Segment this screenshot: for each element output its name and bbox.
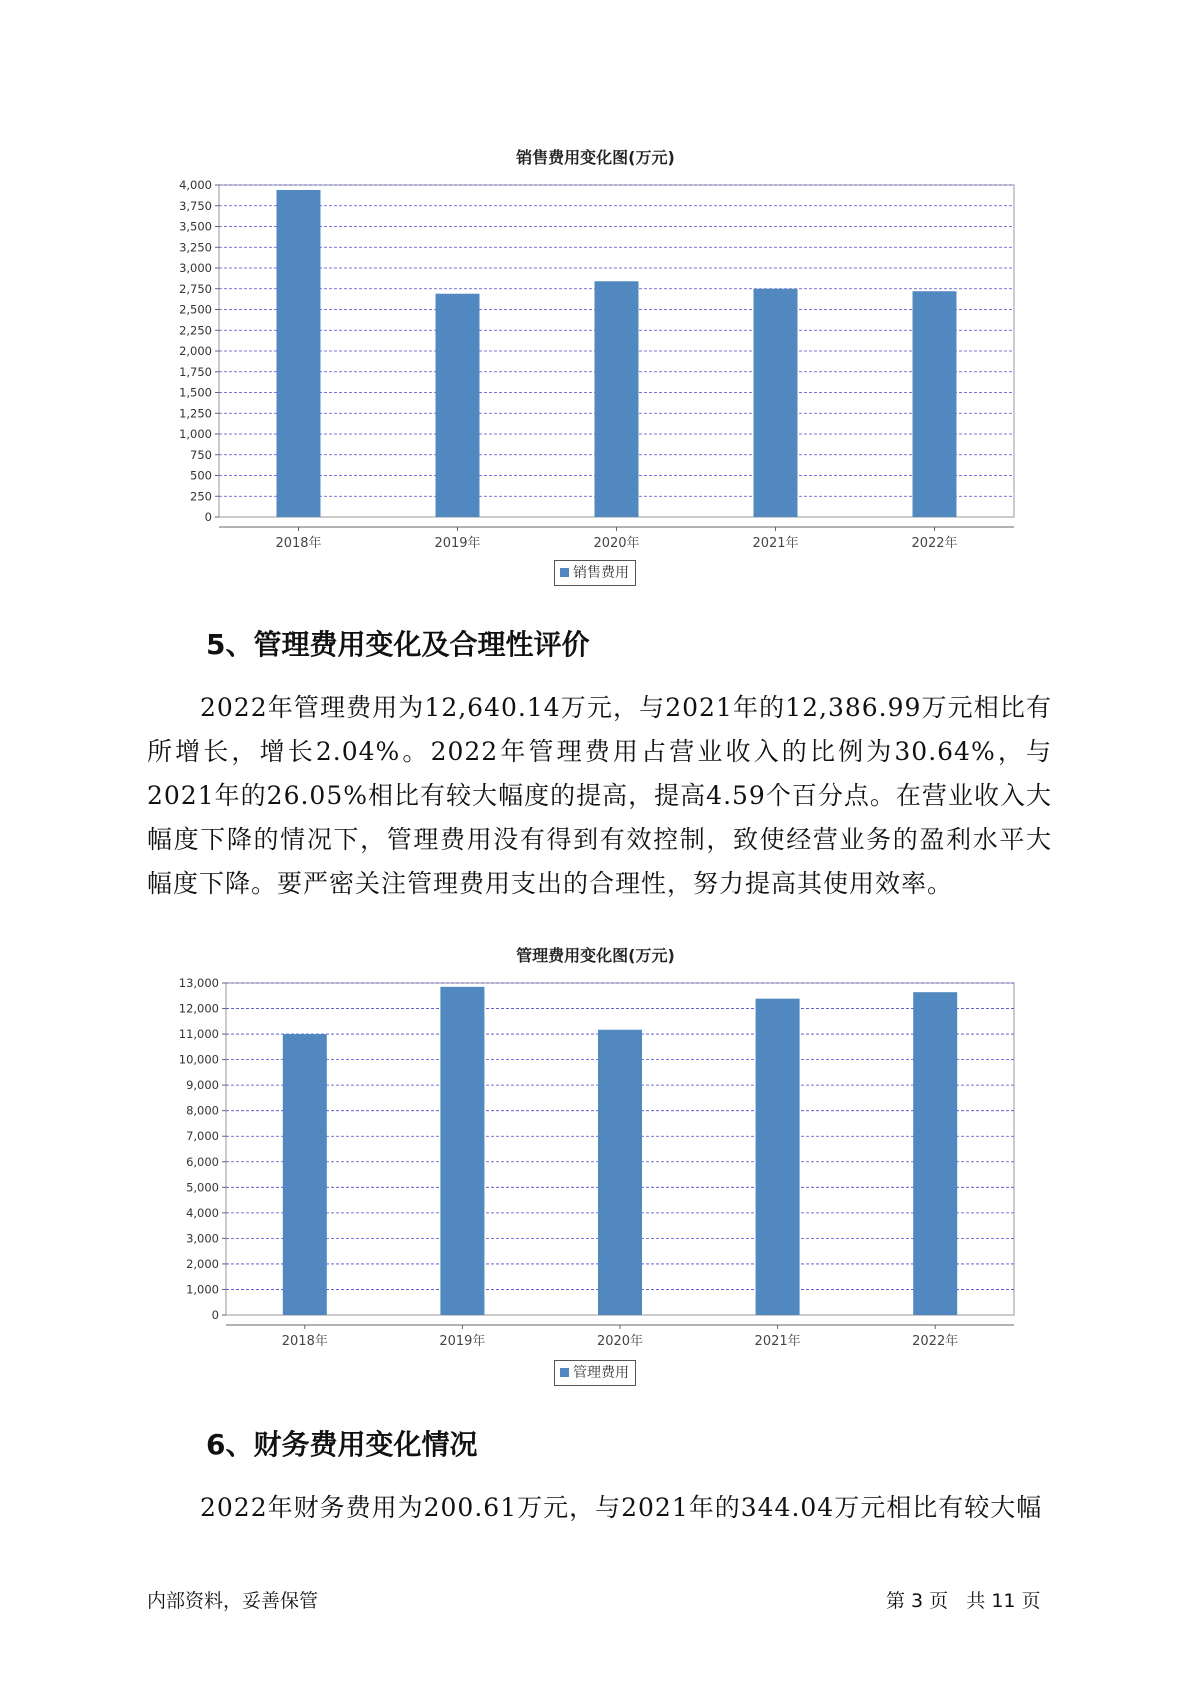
- bar: [756, 999, 800, 1315]
- y-tick-label: 500: [190, 468, 212, 483]
- chart2-legend: [554, 1360, 636, 1386]
- y-tick-label: 10,000: [178, 1052, 219, 1067]
- bar: [913, 992, 957, 1315]
- y-tick-label: 9,000: [186, 1078, 219, 1093]
- y-tick-label: 1,250: [179, 406, 212, 421]
- x-tick-label: 2019年: [434, 536, 481, 551]
- chart2-legend-label: 管理费用: [573, 1365, 629, 1381]
- y-tick-label: 2,750: [179, 281, 212, 296]
- x-tick-label: 2018年: [275, 536, 322, 551]
- y-tick-label: 1,500: [179, 385, 212, 400]
- x-tick-label: 2021年: [752, 536, 799, 551]
- y-tick-label: 1,000: [186, 1282, 219, 1297]
- x-tick-label: 2020年: [593, 536, 640, 551]
- y-tick-label: 3,000: [179, 261, 212, 275]
- y-tick-label: 2,000: [186, 1256, 219, 1271]
- x-tick-label: 2022年: [911, 536, 958, 551]
- y-tick-label: 2,000: [179, 344, 212, 358]
- y-tick-label: 2,250: [179, 323, 212, 338]
- x-tick-label: 2022年: [912, 1334, 959, 1349]
- y-tick-label: 8,000: [186, 1103, 219, 1118]
- y-tick-label: 1,750: [179, 364, 212, 379]
- y-tick-label: 3,250: [179, 240, 212, 255]
- x-tick-label: 2019年: [439, 1334, 486, 1349]
- section5-paragraph: 2022年管理费用为12,640.14万元，与2021年的12,386.99万元相比有所增长，增长2.04%。2022年管理费用占营业收入的比例为30.64%，与2021年的26.05%相比有较大幅度的提高，提高4.59个百分点。在营业收入大幅度下降的情况下，管理费用没有得到有效控制，致使经营业务的盈利水平大幅度下降。要严密关注管理费用支出的合理性，努力提高其使用效率。: [147, 693, 1052, 898]
- y-tick-label: 2,500: [179, 302, 212, 317]
- y-tick-label: 0: [211, 1308, 219, 1322]
- x-tick-label: 2018年: [281, 1334, 328, 1349]
- bar: [283, 1034, 327, 1315]
- y-tick-label: 3,500: [179, 219, 212, 234]
- chart1-legend-label: 销售费用: [573, 565, 629, 581]
- y-tick-label: 5,000: [186, 1180, 219, 1195]
- y-tick-label: 4,000: [179, 178, 212, 192]
- y-tick-label: 3,750: [179, 198, 212, 213]
- y-tick-label: 11,000: [178, 1027, 219, 1042]
- section5-heading: 5、管理费用变化及合理性评价: [206, 628, 590, 661]
- chart2-title: 管理费用变化图(万元): [516, 946, 675, 965]
- y-tick-label: 6,000: [186, 1154, 219, 1169]
- section6-paragraph: 2022年财务费用为200.61万元，与2021年的344.04万元相比有较大幅: [200, 1493, 1043, 1522]
- y-tick-label: 7,000: [186, 1129, 219, 1144]
- x-tick-label: 2021年: [754, 1334, 801, 1349]
- x-tick-label: 2020年: [596, 1334, 644, 1349]
- y-tick-label: 0: [204, 510, 212, 524]
- footer-confidential: 内部资料，妥善保管: [147, 1590, 319, 1612]
- y-tick-label: 250: [190, 489, 212, 504]
- legend-swatch-icon: [560, 1368, 569, 1377]
- footer-page-number: 第 3 页 共 11 页: [886, 1590, 1041, 1612]
- y-tick-label: 4,000: [186, 1205, 219, 1220]
- y-tick-label: 3,000: [186, 1231, 219, 1246]
- y-tick-label: 13,000: [178, 976, 219, 990]
- y-tick-label: 12,000: [178, 1001, 219, 1016]
- chart1-title: 销售费用变化图(万元): [516, 148, 675, 167]
- section6-heading: 6、财务费用变化情况: [206, 1428, 478, 1461]
- y-tick-label: 750: [190, 447, 212, 462]
- bar: [440, 987, 484, 1315]
- y-tick-label: 1,000: [179, 427, 212, 441]
- bar: [598, 1030, 642, 1315]
